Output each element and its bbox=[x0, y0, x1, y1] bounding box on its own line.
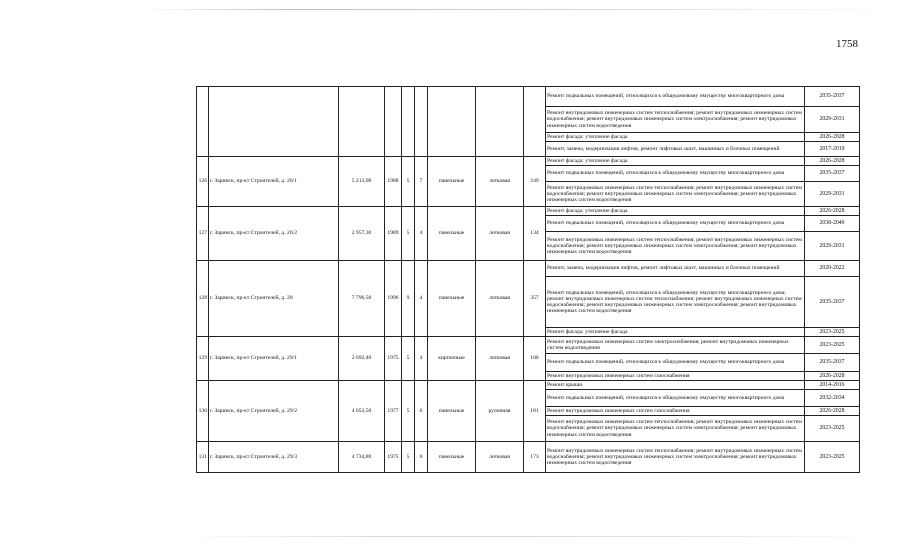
work-type: Ремонт внутридомовых инженерных систем газоснабжения bbox=[546, 407, 805, 416]
work-type: Ремонт фасада; утепление фасада bbox=[546, 133, 805, 142]
house-area: 7 796,50 bbox=[339, 261, 385, 337]
table-row bbox=[197, 87, 860, 107]
work-period: 2035-2037 bbox=[805, 166, 860, 182]
house-floors: 5 bbox=[402, 337, 415, 381]
house-roof-type: лотковая bbox=[476, 261, 524, 337]
work-period: 2029-2031 bbox=[805, 107, 860, 133]
house-year: 1988 bbox=[385, 157, 402, 207]
work-type: Ремонт подвальных помещений, относящихся к общедомовому имуществу многоквартирного дома bbox=[546, 354, 805, 372]
work-period: 2029-2031 bbox=[805, 232, 860, 261]
work-type: Ремонт внутридомовых инженерных систем теплоснабжения; ремонт внутридомовых инженерных систем водоснабжения; ремонт внутридомовых инженерных систем электроснабжения; ремонт внутридомовых инженерных систем водоотведения bbox=[546, 182, 805, 207]
work-type: Ремонт внутридомовых инженерных систем теплоснабжения; ремонт внутридомовых инженерных систем водоснабжения; ремонт внутридомовых инженерных систем электроснабжения; ремонт внутридомовых инженерных систем водоотведения bbox=[546, 442, 805, 473]
house-year: 1996 bbox=[385, 261, 402, 337]
work-period: 2038-2040 bbox=[805, 216, 860, 232]
house-residents: 249 bbox=[524, 157, 546, 207]
work-type: Ремонт подвальных помещений, относящихся к общедомовому имуществу многоквартирного дома bbox=[546, 87, 805, 107]
house-residents bbox=[524, 87, 546, 157]
house-address: г. Заринск, пр-кт Строителей, д. 28 bbox=[209, 261, 339, 337]
work-period: 2023-2025 bbox=[805, 416, 860, 442]
house-roof-type: лотковая bbox=[476, 442, 524, 473]
house-residents: 100 bbox=[524, 337, 546, 381]
house-floors: 5 bbox=[402, 442, 415, 473]
house-number: 126 bbox=[197, 157, 209, 207]
house-floors: 5 bbox=[402, 157, 415, 207]
work-period: 2023-2025 bbox=[805, 337, 860, 354]
house-wall-material bbox=[428, 87, 476, 157]
house-address: г. Заринск, пр-кт Строителей, д. 26/2 bbox=[209, 207, 339, 261]
house-entrances: 4 bbox=[415, 337, 428, 381]
house-entrances: 7 bbox=[415, 157, 428, 207]
house-floors: 9 bbox=[402, 261, 415, 337]
work-type: Ремонт внутридомовых инженерных систем газоснабжения bbox=[546, 372, 805, 381]
house-area bbox=[339, 87, 385, 157]
work-period: 2023-2025 bbox=[805, 328, 860, 337]
work-type: Ремонт внутридомовых инженерных систем теплоснабжения; ремонт внутридомовых инженерных систем водоснабжения; ремонт внутридомовых инженерных систем электроснабжения; ремонт внутридомовых инженерных систем водоотведения bbox=[546, 232, 805, 261]
house-residents: 134 bbox=[524, 207, 546, 261]
house-residents: 173 bbox=[524, 442, 546, 473]
house-wall-material: кирпичные bbox=[428, 337, 476, 381]
house-year: 1975 bbox=[385, 442, 402, 473]
work-period: 2035-2037 bbox=[805, 277, 860, 328]
work-period: 2026-2028 bbox=[805, 157, 860, 166]
house-roof-type: лотковая bbox=[476, 157, 524, 207]
table-row bbox=[197, 442, 860, 473]
table-row bbox=[197, 157, 860, 166]
work-period: 2026-2028 bbox=[805, 372, 860, 381]
work-period: 2029-2031 bbox=[805, 182, 860, 207]
table-row bbox=[197, 381, 860, 390]
work-type: Ремонт подвальных помещений, относящихся к общедомовому имуществу многоквартирного дома bbox=[546, 390, 805, 407]
house-area: 4 053,50 bbox=[339, 381, 385, 442]
house-roof-type: лотковая bbox=[476, 207, 524, 261]
house-year: 1989 bbox=[385, 207, 402, 261]
work-period: 2032-2034 bbox=[805, 390, 860, 407]
work-period: 2026-2028 bbox=[805, 133, 860, 142]
house-area: 4 734,80 bbox=[339, 442, 385, 473]
work-type: Ремонт подвальных помещений, относящихся к общедомовому имуществу многоквартирного дома bbox=[546, 166, 805, 182]
house-number: 131 bbox=[197, 442, 209, 473]
house-address bbox=[209, 87, 339, 157]
work-type: Ремонт, замена, модернизация лифтов, ремонт лифтовых шахт, машинных и блочных помещений bbox=[546, 142, 805, 157]
table-row bbox=[197, 337, 860, 354]
house-roof-type: рулонная bbox=[476, 381, 524, 442]
work-period: 2035-2037 bbox=[805, 354, 860, 372]
work-type: Ремонт фасада; утепление фасада bbox=[546, 157, 805, 166]
house-address: г. Заринск, пр-кт Строителей, д. 29/3 bbox=[209, 442, 339, 473]
work-type: Ремонт крыши bbox=[546, 381, 805, 390]
work-period: 2017-2019 bbox=[805, 142, 860, 157]
house-year bbox=[385, 87, 402, 157]
house-year: 1975 bbox=[385, 337, 402, 381]
house-wall-material: панельные bbox=[428, 381, 476, 442]
house-entrances: 4 bbox=[415, 261, 428, 337]
work-type: Ремонт фасада; утепление фасада bbox=[546, 207, 805, 216]
work-period: 2026-2028 bbox=[805, 407, 860, 416]
house-number: 130 bbox=[197, 381, 209, 442]
house-number: 129 bbox=[197, 337, 209, 381]
house-area: 2 957,30 bbox=[339, 207, 385, 261]
house-floors bbox=[402, 87, 415, 157]
table-row bbox=[197, 207, 860, 216]
work-type: Ремонт подвальных помещений, относящихся к общедомовому имуществу многоквартирного дома bbox=[546, 216, 805, 232]
house-number: 127 bbox=[197, 207, 209, 261]
work-type: Ремонт внутридомовых инженерных систем теплоснабжения; ремонт внутридомовых инженерных систем водоснабжения; ремонт внутридомовых инженерных систем электроснабжения; ремонт внутридомовых инженерных систем водоотведения bbox=[546, 416, 805, 442]
house-year: 1977 bbox=[385, 381, 402, 442]
table-body bbox=[197, 87, 860, 473]
work-type: Ремонт внутридомовых инженерных систем теплоснабжения; ремонт внутридомовых инженерных систем водоснабжения; ремонт внутридомовых инженерных систем электроснабжения; ремонт внутридомовых инженерных систем водоотведения bbox=[546, 107, 805, 133]
house-residents: 357 bbox=[524, 261, 546, 337]
house-entrances: 6 bbox=[415, 381, 428, 442]
house-entrances bbox=[415, 87, 428, 157]
house-entrances: 4 bbox=[415, 207, 428, 261]
house-address: г. Заринск, пр-кт Строителей, д. 29/2 bbox=[209, 381, 339, 442]
work-type: Ремонт подвальных помещений, относящихся к общедомовому имуществу многоквартирного дома; ремонт внутридомовых инженерных систем теплоснабжения; ремонт внутридомовых инженерных систем водоснабжения; ремонт внутридомовых инженерных систем электроснабжения; ремонт внутридомовых инженерных систем водоотведения bbox=[546, 277, 805, 328]
house-wall-material: панельные bbox=[428, 207, 476, 261]
scan-edge-top bbox=[140, 9, 900, 10]
work-period: 2026-2028 bbox=[805, 207, 860, 216]
house-roof-type bbox=[476, 87, 524, 157]
work-period: 2023-2025 bbox=[805, 442, 860, 473]
house-wall-material: панельные bbox=[428, 157, 476, 207]
house-roof-type: лотковая bbox=[476, 337, 524, 381]
house-wall-material: панельные bbox=[428, 261, 476, 337]
house-number bbox=[197, 87, 209, 157]
house-entrances: 6 bbox=[415, 442, 428, 473]
work-type: Ремонт, замена, модернизация лифтов, ремонт лифтовых шахт, машинных и блочных помещений bbox=[546, 261, 805, 277]
house-area: 2 692,40 bbox=[339, 337, 385, 381]
work-period: 2020-2022 bbox=[805, 261, 860, 277]
house-residents: 181 bbox=[524, 381, 546, 442]
page-number: 1758 bbox=[836, 38, 858, 50]
house-number: 128 bbox=[197, 261, 209, 337]
work-period: 2035-2037 bbox=[805, 87, 860, 107]
work-period: 2014-2016 bbox=[805, 381, 860, 390]
work-type: Ремонт фасада; утепление фасада bbox=[546, 328, 805, 337]
capital-repair-table bbox=[196, 86, 860, 473]
house-area: 5 213,00 bbox=[339, 157, 385, 207]
house-floors: 5 bbox=[402, 381, 415, 442]
scan-edge-bottom bbox=[180, 536, 880, 537]
house-address: г. Заринск, пр-кт Строителей, д. 26/1 bbox=[209, 157, 339, 207]
house-address: г. Заринск, пр-кт Строителей, д. 29/1 bbox=[209, 337, 339, 381]
work-type: Ремонт внутридомовых инженерных систем электроснабжения; ремонт внутридомовых инженерных систем водоотведения bbox=[546, 337, 805, 354]
house-wall-material: панельные bbox=[428, 442, 476, 473]
table-row bbox=[197, 261, 860, 277]
house-floors: 5 bbox=[402, 207, 415, 261]
